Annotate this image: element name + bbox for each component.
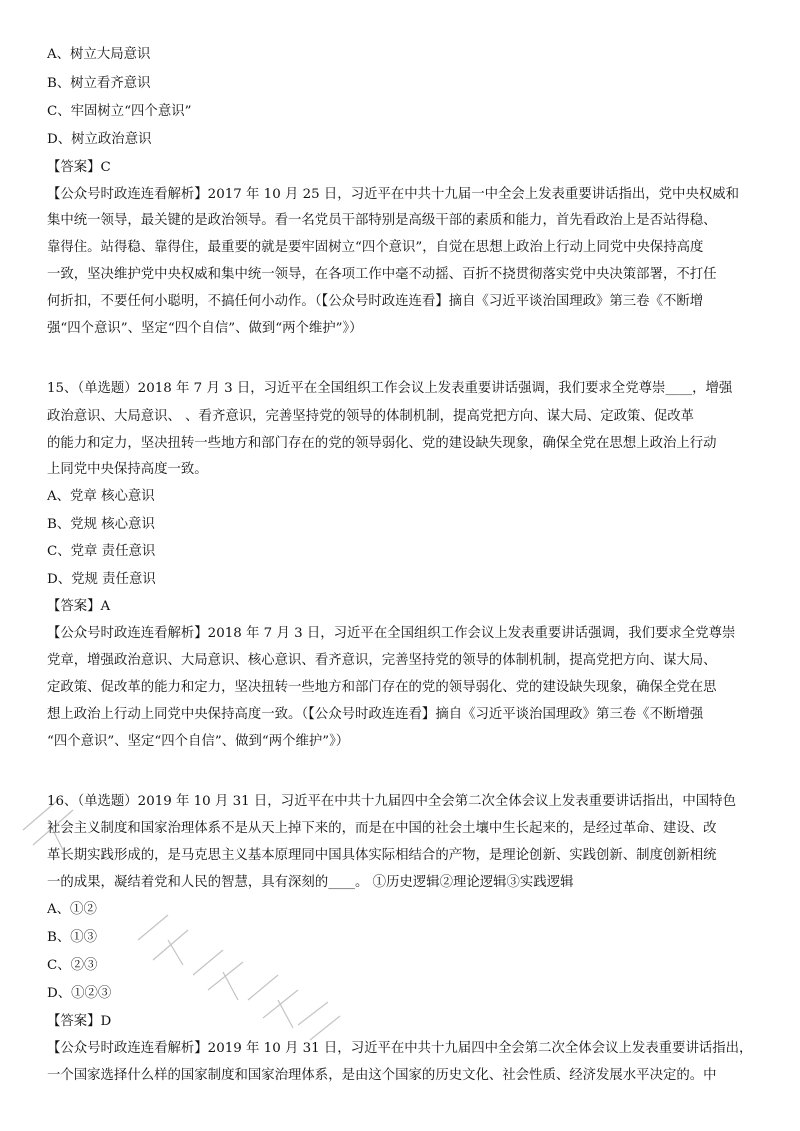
- q14-option-a: A、树立大局意识: [47, 47, 151, 62]
- q14-analysis-line: 一致，坚决维护党中央权威和集中统一领导，在各项工作中毫不动摇、百折不挠贯彻落实党中央决策部署，不打任: [47, 267, 717, 282]
- q14-analysis-line: 何折扣，不要任何小聪明，不搞任何小动作。（【公众号时政连连看】摘自《习近平谈治国理政》第三卷《不断增: [47, 294, 704, 309]
- q14-analysis-line: 靠得住。站得稳、靠得住，最重要的就是要牢固树立“四个意识”，自觉在思想上政治上行动上同党中央保持高度: [47, 240, 704, 255]
- q16-answer: 【答案】D: [47, 1014, 112, 1029]
- q14-option-c: C、牢固树立“四个意识”: [47, 104, 192, 119]
- q16-option-a: A、①②: [47, 902, 97, 917]
- q15-option-d: D、党规 责任意识: [47, 572, 156, 587]
- q14-analysis-line: 强“四个意识”、坚定“四个自信”、做到“两个维护”》）: [47, 321, 363, 336]
- q16-analysis-line: 【公众号时政连连看解析】2019 年 10 月 31 日，习近平在中共十九届四中全会第二次全体会议上发表重要讲话指出，: [47, 1041, 753, 1056]
- q16-option-d: D、①②③: [47, 986, 112, 1001]
- q15-stem-line: 的能力和定力，坚决扭转一些地方和部门存在的党的领导弱化、党的建设缺失现象，确保全党在思想上政治上行动: [47, 436, 717, 451]
- q15-option-c: C、党章 责任意识: [47, 544, 156, 559]
- q16-stem-line: 一的成果，凝结着党和人民的智慧，具有深刻的____。 ①历史逻辑②理论逻辑③实践逻辑: [47, 875, 574, 890]
- q15-analysis-line: 党章，增强政治意识、大局意识、核心意识、看齐意识，完善坚持党的领导的体制机制，提高党把方向、谋大局、: [47, 653, 717, 668]
- q14-analysis-line: 【公众号时政连连看解析】2017 年 10 月 25 日，习近平在中共十九届一中全会上发表重要讲话指出，党中央权威和: [47, 187, 740, 202]
- q15-option-a: A、党章 核心意识: [47, 489, 155, 504]
- q15-analysis-line: 想上政治上行动上同党中央保持高度一致。（【公众号时政连连看】摘自《习近平谈治国理政》第三卷《不断增强: [47, 707, 704, 722]
- q14-option-b: B、树立看齐意识: [47, 76, 151, 91]
- q15-stem-line: 15、（单选题）2018 年 7 月 3 日，习近平在全国组织工作会议上发表重要讲话强调，我们要求全党尊崇____，增强: [47, 381, 733, 396]
- q15-option-b: B、党规 核心意识: [47, 517, 155, 532]
- q15-stem-line: 上同党中央保持高度一致。: [47, 462, 208, 477]
- q16-option-c: C、②③: [47, 958, 98, 973]
- q15-stem-line: 政治意识、大局意识、 、看齐意识，完善坚持党的领导的体制机制，提高党把方向、谋大局、定政策、促改革: [47, 409, 695, 424]
- q15-analysis-line: 【公众号时政连连看解析】2018 年 7 月 3 日，习近平在全国组织工作会议上发表重要讲话强调，我们要求全党尊崇: [47, 626, 736, 641]
- q15-analysis-line: 定政策、促改革的能力和定力，坚决扭转一些地方和部门存在的党的领导弱化、党的建设缺失现象，确保全党在思: [47, 680, 717, 695]
- q16-stem-line: 16、（单选题）2019 年 10 月 31 日，习近平在中共十九届四中全会第二次全体会议上发表重要讲话指出，中国特色: [47, 794, 736, 809]
- q16-analysis-line: 一个国家选择什么样的国家制度和国家治理体系，是由这个国家的历史文化、社会性质、经济发展水平决定的。中: [47, 1068, 717, 1083]
- q16-stem-line: 社会主义制度和国家治理体系不是从天上掉下来的，而是在中国的社会土壤中生长起来的，是经过革命、建设、改: [47, 821, 717, 836]
- q14-analysis-line: 集中统一领导，最关键的是政治领导。看一名党员干部特别是高级干部的素质和能力，首先看政治上是否站得稳、: [47, 213, 717, 228]
- q14-option-d: D、树立政治意识: [47, 132, 152, 147]
- q15-analysis-line: “四个意识”、坚定“四个自信”、做到“两个维护”》）: [47, 734, 350, 749]
- q16-stem-line: 革长期实践形成的，是马克思主义基本原理同中国具体实际相结合的产物，是理论创新、实践创新、制度创新相统: [47, 848, 717, 863]
- q16-option-b: B、①③: [47, 930, 98, 945]
- q14-answer: 【答案】C: [47, 160, 111, 175]
- q15-answer: 【答案】A: [47, 599, 111, 614]
